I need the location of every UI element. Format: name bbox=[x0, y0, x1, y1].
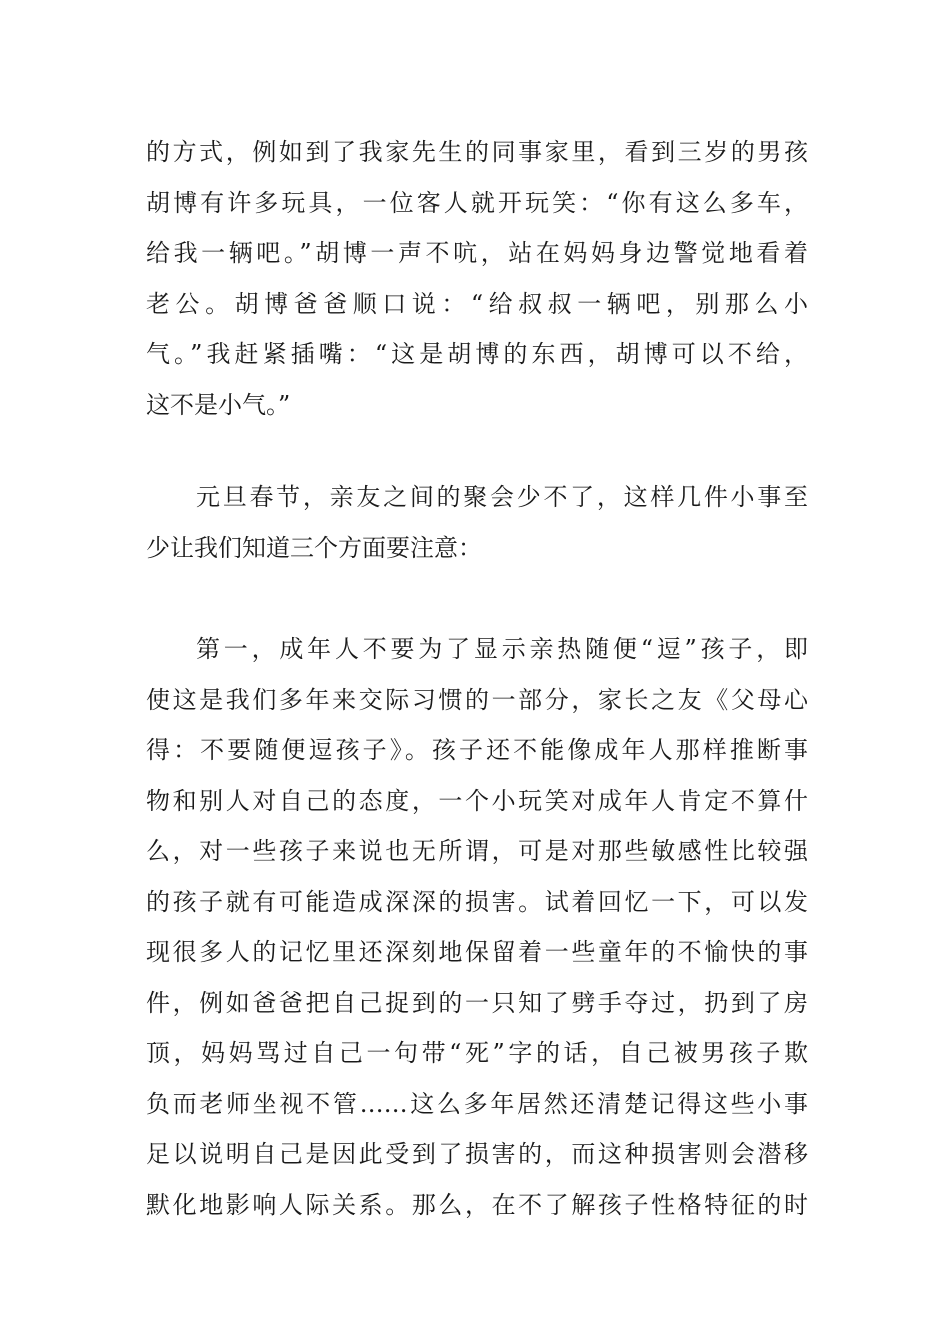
text-line: 负而老师坐视不管……这么多年居然还清楚记得这些小事 bbox=[146, 1089, 808, 1118]
text-line: 气。”我赶紧插嘴：“这是胡博的东西，胡博可以不给， bbox=[146, 340, 808, 368]
paragraph-3 bbox=[146, 624, 808, 1230]
paragraph-2 bbox=[146, 472, 808, 573]
text-line: 老公。胡博爸爸顺口说：“给叔叔一辆吧，别那么小 bbox=[146, 289, 808, 318]
text-line: 胡博有许多玩具，一位客人就开玩笑：“你有这么多车， bbox=[146, 188, 808, 217]
text-line: 物和别人对自己的态度，一个小玩笑对成年人肯定不算什 bbox=[146, 786, 808, 815]
text-line: 第一，成年人不要为了显示亲热随便“逗”孩子，即 bbox=[196, 635, 808, 663]
text-line: 这不是小气。” bbox=[146, 390, 291, 419]
text-line: 给我一辆吧。”胡博一声不吭，站在妈妈身边警觉地看着 bbox=[146, 239, 808, 267]
text-line: 的孩子就有可能造成深深的损害。试着回忆一下，可以发 bbox=[146, 887, 808, 916]
text-line: 么，对一些孩子来说也无所谓，可是对那些敏感性比较强 bbox=[146, 837, 808, 865]
text-line: 得：不要随便逗孩子》。孩子还不能像成年人那样推断事 bbox=[146, 736, 808, 764]
paragraph-1 bbox=[146, 127, 808, 430]
text-line: 件，例如爸爸把自己捉到的一只知了劈手夺过，扔到了房 bbox=[146, 988, 808, 1017]
text-line: 顶，妈妈骂过自己一句带“死”字的话，自己被男孩子欺 bbox=[146, 1039, 808, 1067]
text-line: 默化地影响人际关系。那么，在不了解孩子性格特征的时 bbox=[146, 1190, 808, 1219]
text-line: 现很多人的记忆里还深刻地保留着一些童年的不愉快的事 bbox=[146, 938, 808, 966]
text-line: 少让我们知道三个方面要注意： bbox=[146, 533, 482, 562]
text-line: 的方式，例如到了我家先生的同事家里，看到三岁的男孩 bbox=[146, 138, 808, 166]
text-line: 元旦春节，亲友之间的聚会少不了，这样几件小事至 bbox=[196, 483, 808, 511]
text-line: 足以说明自己是因此受到了损害的，而这种损害则会潜移 bbox=[146, 1140, 808, 1168]
text-line: 使这是我们多年来交际习惯的一部分，家长之友《父母心 bbox=[146, 685, 808, 714]
